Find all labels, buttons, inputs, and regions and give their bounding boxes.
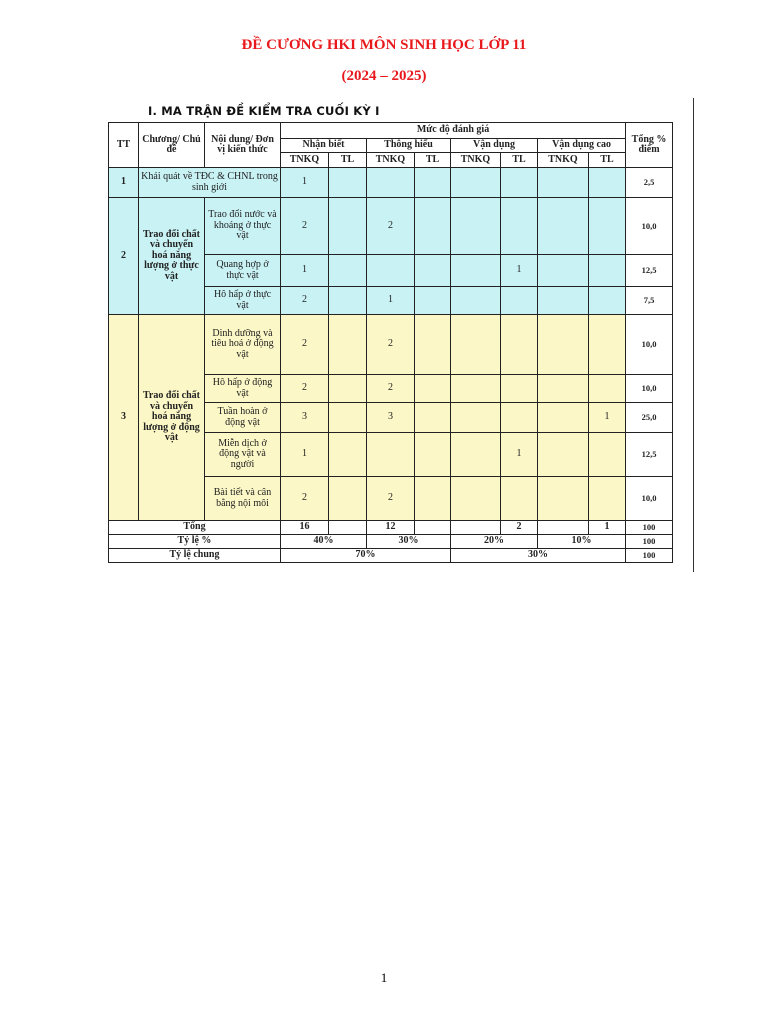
footer-vd-percent: 20%: [451, 535, 538, 549]
footer-th-percent: 30%: [367, 535, 451, 549]
row-total: 2,5: [626, 168, 673, 198]
header-van-dung: Vận dụng: [451, 139, 538, 153]
row-topic: Khái quát về TĐC & CHNL trong sinh giới: [139, 168, 281, 198]
row-total: 10,0: [626, 198, 673, 255]
header-tl: TL: [329, 153, 367, 168]
row-total: 7,5: [626, 287, 673, 315]
footer-label: Tổng: [109, 521, 281, 535]
footer-total: 100: [626, 549, 673, 563]
footer-label: Tỷ lệ %: [109, 535, 281, 549]
cell-nb-tnkq: 1: [281, 433, 329, 477]
row-content: Hô hấp ở thực vật: [205, 287, 281, 315]
cell-nb-tnkq: 2: [281, 315, 329, 375]
row-total: 25,0: [626, 403, 673, 433]
footer-label: Tỷ lệ chung: [109, 549, 281, 563]
cell-nb-tnkq: 2: [281, 287, 329, 315]
footer-nb: 16: [281, 521, 329, 535]
row-content: Hô hấp ở động vật: [205, 375, 281, 403]
row-content: Trao đổi nước và khoáng ở thực vật: [205, 198, 281, 255]
header-tl: TL: [501, 153, 538, 168]
row-total: 10,0: [626, 477, 673, 521]
header-total: Tổng % điểm: [626, 123, 673, 168]
header-tt: TT: [109, 123, 139, 168]
table-row-percent: [109, 535, 673, 549]
footer-total: 100: [626, 521, 673, 535]
cell-nb-tnkq: 1: [281, 168, 329, 198]
cell-vd-tl: 1: [501, 255, 538, 287]
row-content: Dinh dưỡng và tiêu hoá ở động vật: [205, 315, 281, 375]
row-chapter: Trao đổi chất và chuyển hoá năng lượng ở động vật: [139, 315, 205, 521]
header-tnkq: TNKQ: [451, 153, 501, 168]
header-levels: Mức độ đánh giá: [281, 123, 626, 139]
margin-line: [693, 98, 694, 572]
header-content: Nội dung/ Đơn vị kiến thức: [205, 123, 281, 168]
cell-nb-tnkq: 2: [281, 477, 329, 521]
row-total: 10,0: [626, 375, 673, 403]
row-content: Quang hợp ở thực vật: [205, 255, 281, 287]
row-content: Miễn dịch ở động vật và người: [205, 433, 281, 477]
header-chapter: Chương/ Chủ đề: [139, 123, 205, 168]
cell-th-tnkq: 2: [367, 477, 415, 521]
row-tt: 1: [109, 168, 139, 198]
footer-overall-a: 70%: [281, 549, 451, 563]
footer-vd: 2: [501, 521, 538, 535]
cell-vd-tl: 1: [501, 433, 538, 477]
cell-th-tnkq: 1: [367, 287, 415, 315]
header-tnkq: TNKQ: [367, 153, 415, 168]
header-tl: TL: [589, 153, 626, 168]
cell-nb-tnkq: 2: [281, 198, 329, 255]
cell-nb-tnkq: 1: [281, 255, 329, 287]
header-nhan-biet: Nhận biết: [281, 139, 367, 153]
header-tnkq: TNKQ: [538, 153, 589, 168]
table-row: [109, 198, 673, 255]
footer-total: 100: [626, 535, 673, 549]
footer-vdc: 1: [589, 521, 626, 535]
footer-overall-b: 30%: [451, 549, 626, 563]
table-row-total: [109, 521, 673, 535]
footer-nb-percent: 40%: [281, 535, 367, 549]
cell-nb-tnkq: 3: [281, 403, 329, 433]
assessment-matrix-table: [108, 122, 673, 563]
header-tl: TL: [415, 153, 451, 168]
header-tnkq: TNKQ: [281, 153, 329, 168]
row-tt: 2: [109, 198, 139, 315]
row-content: Bài tiết và cân bằng nội môi: [205, 477, 281, 521]
cell-nb-tnkq: 2: [281, 375, 329, 403]
document-title: ĐỀ CƯƠNG HKI MÔN SINH HỌC LỚP 11: [241, 37, 527, 53]
table-row-overall: [109, 549, 673, 563]
row-chapter: Trao đổi chất và chuyển hoá năng lượng ở thực vật: [139, 198, 205, 315]
row-tt: 3: [109, 315, 139, 521]
row-content: Tuần hoàn ở động vật: [205, 403, 281, 433]
matrix-image: [106, 103, 672, 573]
header-van-dung-cao: Vận dụng cao: [538, 139, 626, 153]
footer-th: 12: [367, 521, 415, 535]
cell-vdc-tl: 1: [589, 403, 626, 433]
table-row: [109, 315, 673, 375]
footer-vdc-percent: 10%: [538, 535, 626, 549]
row-total: 12,5: [626, 255, 673, 287]
row-total: 10,0: [626, 315, 673, 375]
page-number: 1: [380, 970, 388, 985]
section-heading: I. MA TRẬN ĐỀ KIỂM TRA CUỐI KỲ I: [148, 104, 380, 118]
cell-th-tnkq: 2: [367, 375, 415, 403]
document-year: (2024 – 2025): [341, 68, 427, 84]
cell-th-tnkq: 3: [367, 403, 415, 433]
row-total: 12,5: [626, 433, 673, 477]
cell-th-tnkq: 2: [367, 198, 415, 255]
table-row: [109, 168, 673, 198]
cell-th-tnkq: 2: [367, 315, 415, 375]
header-thong-hieu: Thông hiểu: [367, 139, 451, 153]
